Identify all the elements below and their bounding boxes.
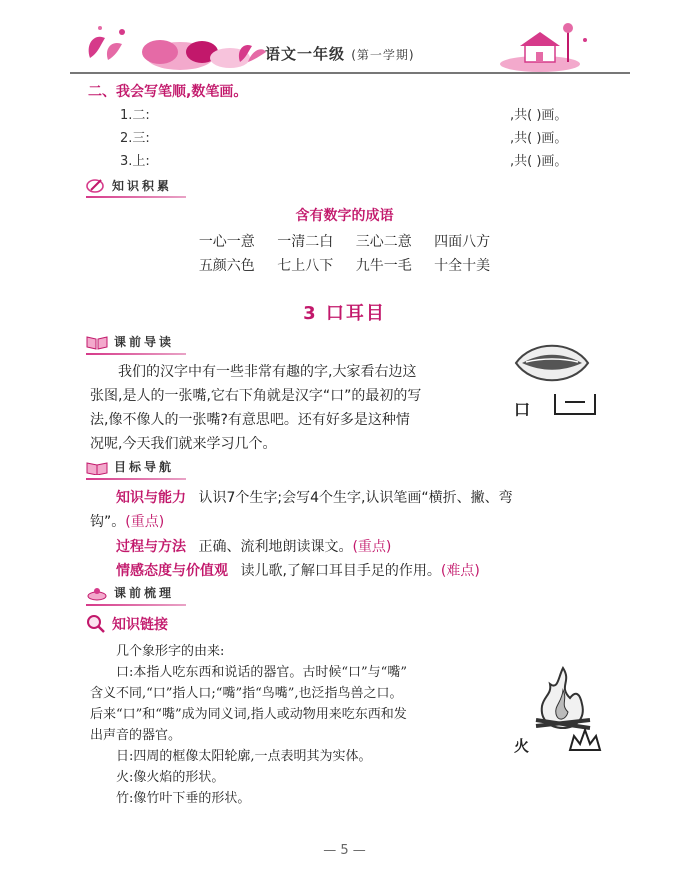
- knowledge-link-heading: [86, 614, 168, 634]
- ancient-mouth-glyph-icon: [551, 392, 601, 418]
- exercise-label: 2.三:: [120, 131, 150, 146]
- goal-knowledge: [116, 486, 636, 510]
- badge-underline: [86, 478, 186, 480]
- text-line: 张图,是人的一张嘴,它右下角就是汉字“口”的最初的写: [90, 388, 422, 404]
- link-title: 知识链接: [112, 617, 168, 633]
- book-term: (第一学期): [351, 48, 415, 62]
- goal-text: 正确、流利地朗读课文。: [198, 539, 353, 555]
- text-line: 出声音的器官。: [90, 728, 182, 743]
- magnifier-icon: [86, 614, 106, 634]
- mouth-label: 口: [514, 400, 531, 419]
- idiom: 五颜六色: [198, 258, 255, 274]
- preview-badge: [86, 333, 174, 350]
- idiom: 四面八方: [434, 234, 491, 250]
- lesson-title: 3 口耳目: [303, 303, 386, 324]
- mouth-illustration-icon: [512, 338, 592, 388]
- idiom: 九牛一毛: [355, 258, 412, 274]
- header-rule: [70, 72, 630, 74]
- pen-icon: [86, 176, 106, 194]
- text-line: 竹:像竹叶下垂的形状。: [116, 791, 251, 806]
- goal-key: 过程与方法: [116, 539, 186, 555]
- goal-text: 钩”。: [90, 514, 126, 530]
- text-line: 况呢,今天我们就来学习几个。: [90, 436, 277, 452]
- text-line: 日:四周的框像太阳轮廓,一点表明其为实体。: [116, 749, 372, 764]
- section-title: 二、我会写笔顺,数笔画。: [88, 84, 248, 100]
- idiom-title: 含有数字的成语: [295, 208, 394, 224]
- goal-attitude: [116, 559, 480, 583]
- idiom: 一心一意: [198, 234, 255, 250]
- idiom: 十全十美: [434, 258, 491, 274]
- cake-icon: [86, 585, 108, 601]
- review-badge: [86, 584, 174, 601]
- goals-badge: [86, 458, 174, 475]
- text-line: 含义不同,“口”指人口;“嘴”指“鸟嘴”,也泛指鸟兽之口。: [90, 686, 403, 701]
- idiom-row: [0, 230, 689, 254]
- fire-illustration-icon: [528, 664, 598, 734]
- goal-note: (重点): [352, 539, 392, 555]
- goal-text: 认识7个生字;会写4个生字,认识笔画“横折、撇、弯: [198, 490, 513, 506]
- idiom-grid: [0, 230, 689, 278]
- text-line: 法,像不像人的一张嘴?有意思吧。还有好多是这种情: [90, 412, 410, 428]
- badge-label: 知识积累: [112, 178, 173, 193]
- idiom: 三心二意: [355, 234, 412, 250]
- idiom: 七上八下: [277, 258, 334, 274]
- exercise-answer[interactable]: ,共( )画。: [510, 108, 568, 123]
- house-decoration-icon: [500, 23, 587, 72]
- badge-underline: [86, 353, 186, 355]
- badge-label: 课前导读: [114, 335, 175, 349]
- goal-note: (重点): [125, 514, 165, 530]
- badge-underline: [86, 196, 186, 198]
- fire-label: 火: [514, 737, 530, 755]
- text-line: 几个象形字的由来:: [116, 644, 225, 659]
- badge-underline: [86, 604, 186, 606]
- badge-label: 目标导航: [114, 460, 175, 474]
- exercise-answer[interactable]: ,共( )画。: [510, 154, 568, 169]
- exercise-label: 3.上:: [120, 154, 150, 169]
- knowledge-link-text: [90, 641, 510, 809]
- text-line: 后来“口”和“嘴”成为同义词,指人或动物用来吃东西和发: [90, 707, 407, 722]
- goal-process: [116, 535, 391, 559]
- goal-text: 读儿歌,了解口耳目手足的作用。: [240, 563, 441, 579]
- text-line: 口:本指人吃东西和说话的器官。古时候“口”与“嘴”: [116, 665, 407, 680]
- text-line: 我们的汉字中有一些非常有趣的字,大家看右边这: [118, 364, 417, 380]
- goal-key: 情感态度与价值观: [116, 563, 228, 579]
- sprout-decoration-icon: [239, 45, 266, 62]
- text-line: 火:像火焰的形状。: [116, 770, 225, 785]
- page-number: — 5 —: [323, 843, 366, 858]
- goal-note: (难点): [440, 563, 480, 579]
- knowledge-badge: [86, 176, 172, 194]
- flower-decoration-icon: [89, 26, 125, 60]
- exercise-label: 1.二:: [120, 108, 150, 123]
- ancient-fire-glyph-icon: [568, 728, 602, 752]
- exercise-answer[interactable]: ,共( )画。: [510, 131, 568, 146]
- header-title: [265, 43, 415, 64]
- idiom: 一清二白: [277, 234, 334, 250]
- badge-label: 课前梳理: [114, 586, 175, 600]
- goal-key: 知识与能力: [116, 490, 186, 506]
- idiom-row: [0, 254, 689, 278]
- book-title: 语文一年级: [265, 45, 346, 63]
- book-icon: [86, 334, 108, 350]
- preview-paragraph: [90, 360, 500, 456]
- open-book-icon: [86, 459, 108, 475]
- cloud-decoration-icon: [142, 40, 250, 70]
- goal-knowledge-cont: [90, 510, 164, 534]
